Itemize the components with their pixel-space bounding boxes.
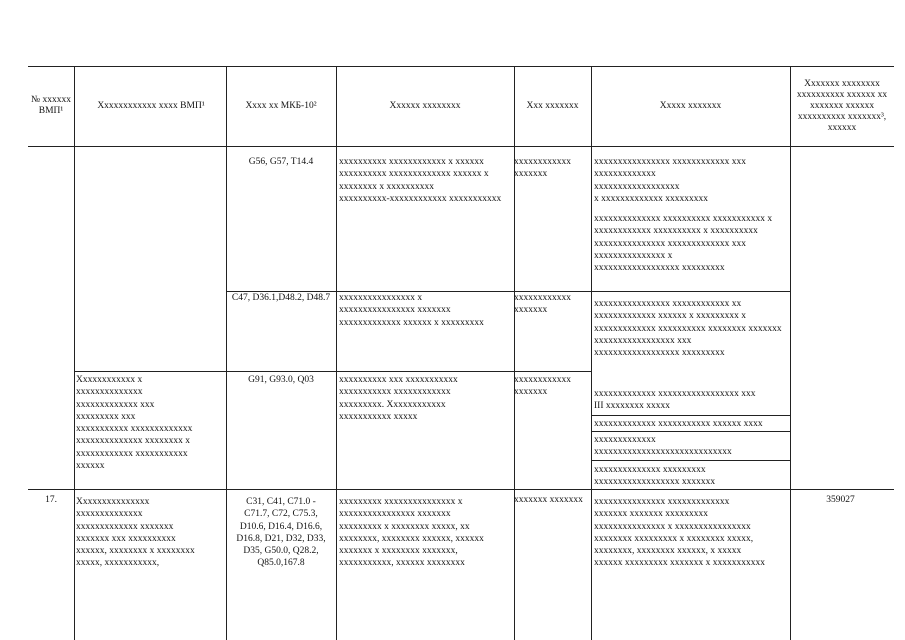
row-3-method-3: xxxxxxxxxxxxx xxxxxxxxxxxxxxxxxxxxxxxxxxxxx — [594, 435, 732, 458]
row-divider — [591, 460, 790, 461]
header-col-type: Xxx xxxxxxx — [526, 100, 579, 111]
row-4-codes: C31, C41, C71.0 - C71.7, C72, C75.3, D10.6, D16.4, D16.6, D16.8, D21, D32, D33, D35, G50.0, Q28.2, Q85.0,167.8 — [236, 497, 326, 569]
row-2-method-1: xxxxxxxxxxxxxxxx xxxxxxxxxxxx xx xxxxxxxxxxxxx xxxxxx x xxxxxxxxx x xxxxxxxxxxxxx xxxxxxxxxx xxxxxxxx xxxxxxx xxxxxxxxxxxxxxxxx xxx xxxxxxxxxxxxxxxxxx xxxxxxxxx — [594, 299, 782, 359]
col-divider — [591, 66, 592, 640]
col-divider — [336, 66, 337, 640]
row-1-model: xxxxxxxxxx xxxxxxxxxxxx x xxxxxx xxxxxxxxxx xxxxxxxxxxxxx xxxxxx x xxxxxxxx x xxxxxxxxxx xxxxxxxxxx-xxxxxxxxxxxx xxxxxxxxxxx — [339, 157, 502, 204]
row-3-method-2: xxxxxxxxxxxxx xxxxxxxxxxx xxxxxx xxxx — [594, 419, 763, 429]
row-3-method-1: xxxxxxxxxxxxx xxxxxxxxxxxxxxxxx xxx III xxxxxxxx xxxxx — [594, 389, 756, 412]
row-4-model: xxxxxxxxx xxxxxxxxxxxxxxx x xxxxxxxxxxxxxxxx xxxxxxx xxxxxxxxx x xxxxxxxx xxxxx, xx xxxxxxxx, xxxxxxxx xxxxxx, xxxxxx xxxxxxx x xxxxxxxx xxxxxxx, xxxxxxxxxxx, xxxxxx xxxxxxxx — [339, 497, 484, 569]
header-col-method: Xxxxx xxxxxxx — [659, 100, 722, 111]
row-3-method-4: xxxxxxxxxxxxxx xxxxxxxxx xxxxxxxxxxxxxxxxxx xxxxxxx — [594, 465, 716, 488]
header-col-name: Xxxxxxxxxxxx xxxx ВМП¹ — [97, 100, 205, 111]
row-divider — [74, 371, 591, 372]
header-col-codes: Xxxx xx МКБ-10² — [245, 100, 317, 111]
row-3-name: Xxxxxxxxxxxx x xxxxxxxxxxxxxx xxxxxxxxxxxxx xxx xxxxxxxxx xxx xxxxxxxxxxx xxxxxxxxxxxxx xxxxxxxxxxxxxx xxxxxxxx x xxxxxxxxxxxx xxxxxxxxxxx xxxxxx — [76, 375, 193, 472]
header-bottom-border — [28, 146, 894, 147]
row-4-number: 17. — [45, 495, 57, 505]
col-divider — [790, 66, 791, 640]
row-1-type: xxxxxxxxxxxx xxxxxxx — [514, 157, 571, 180]
row-4-method-1: xxxxxxxxxxxxxxx xxxxxxxxxxxxx xxxxxxx xxxxxxx xxxxxxxxx xxxxxxxxxxxxxxx x xxxxxxxxxxxxxxxx xxxxxxxx xxxxxxxxx x xxxxxxxx xxxxx, xxxxxxxx, xxxxxxxx xxxxxx, x xxxxx xxxxxx xxxxxxxxx xxxxxxx x xxxxxxxxxxx — [594, 497, 765, 569]
header-col-number: № xxxxxx ВМП¹ — [31, 95, 71, 116]
row-divider — [28, 489, 894, 490]
header-col-norm: Xxxxxxx xxxxxxxx xxxxxxxxxx xxxxxx xx xxxxxxx xxxxxx xxxxxxxxxx xxxxxxx³, xxxxxx — [796, 78, 888, 133]
row-3-type: xxxxxxxxxxxx xxxxxxx — [514, 375, 571, 398]
row-2-codes: C47, D36.1,D48.2, D48.7 — [231, 293, 331, 303]
row-divider — [591, 431, 790, 432]
row-2-model: xxxxxxxxxxxxxxxx x xxxxxxxxxxxxxxxx xxxxxxx xxxxxxxxxxxxx xxxxxx x xxxxxxxxx — [339, 293, 484, 328]
row-1-codes: G56, G57, T14.4 — [248, 157, 314, 167]
row-2-type: xxxxxxxxxxxx xxxxxxx — [514, 293, 571, 316]
col-divider — [74, 66, 75, 640]
row-4-type: xxxxxxx xxxxxxx — [514, 495, 583, 505]
table-top-border — [28, 66, 894, 67]
row-4-norm: 359027 — [826, 495, 855, 505]
row-divider — [591, 415, 790, 416]
row-1-method-2: xxxxxxxxxxxxxx xxxxxxxxxx xxxxxxxxxxx x xxxxxxxxxxxx xxxxxxxxxx x xxxxxxxxxx xxxxxxxxxxxxxxx xxxxxxxxxxxxx xxx xxxxxxxxxxxxxxx x xxxxxxxxxxxxxxxxxx xxxxxxxxx — [594, 214, 773, 274]
row-1-method-1: xxxxxxxxxxxxxxxx xxxxxxxxxxxx xxx xxxxxxxxxxxxx xxxxxxxxxxxxxxxxxx x xxxxxxxxxxxxx xxxxxxxxx — [594, 157, 746, 204]
header-col-model: Xxxxxx xxxxxxxx — [389, 100, 461, 111]
row-3-model: xxxxxxxxxx xxx xxxxxxxxxxx xxxxxxxxxxx xxxxxxxxxxxx xxxxxxxxx. Xxxxxxxxxxxx xxxxxxxxxxx xxxxx — [339, 375, 458, 422]
row-3-codes: G91, G93.0, Q03 — [248, 375, 314, 385]
row-4-name: Xxxxxxxxxxxxxxx xxxxxxxxxxxxxx xxxxxxxxxxxxx xxxxxxx xxxxxxx xxx xxxxxxxxxx xxxxxx, xxxxxxxx x xxxxxxxx xxxxx, xxxxxxxxxxx, — [76, 497, 195, 569]
